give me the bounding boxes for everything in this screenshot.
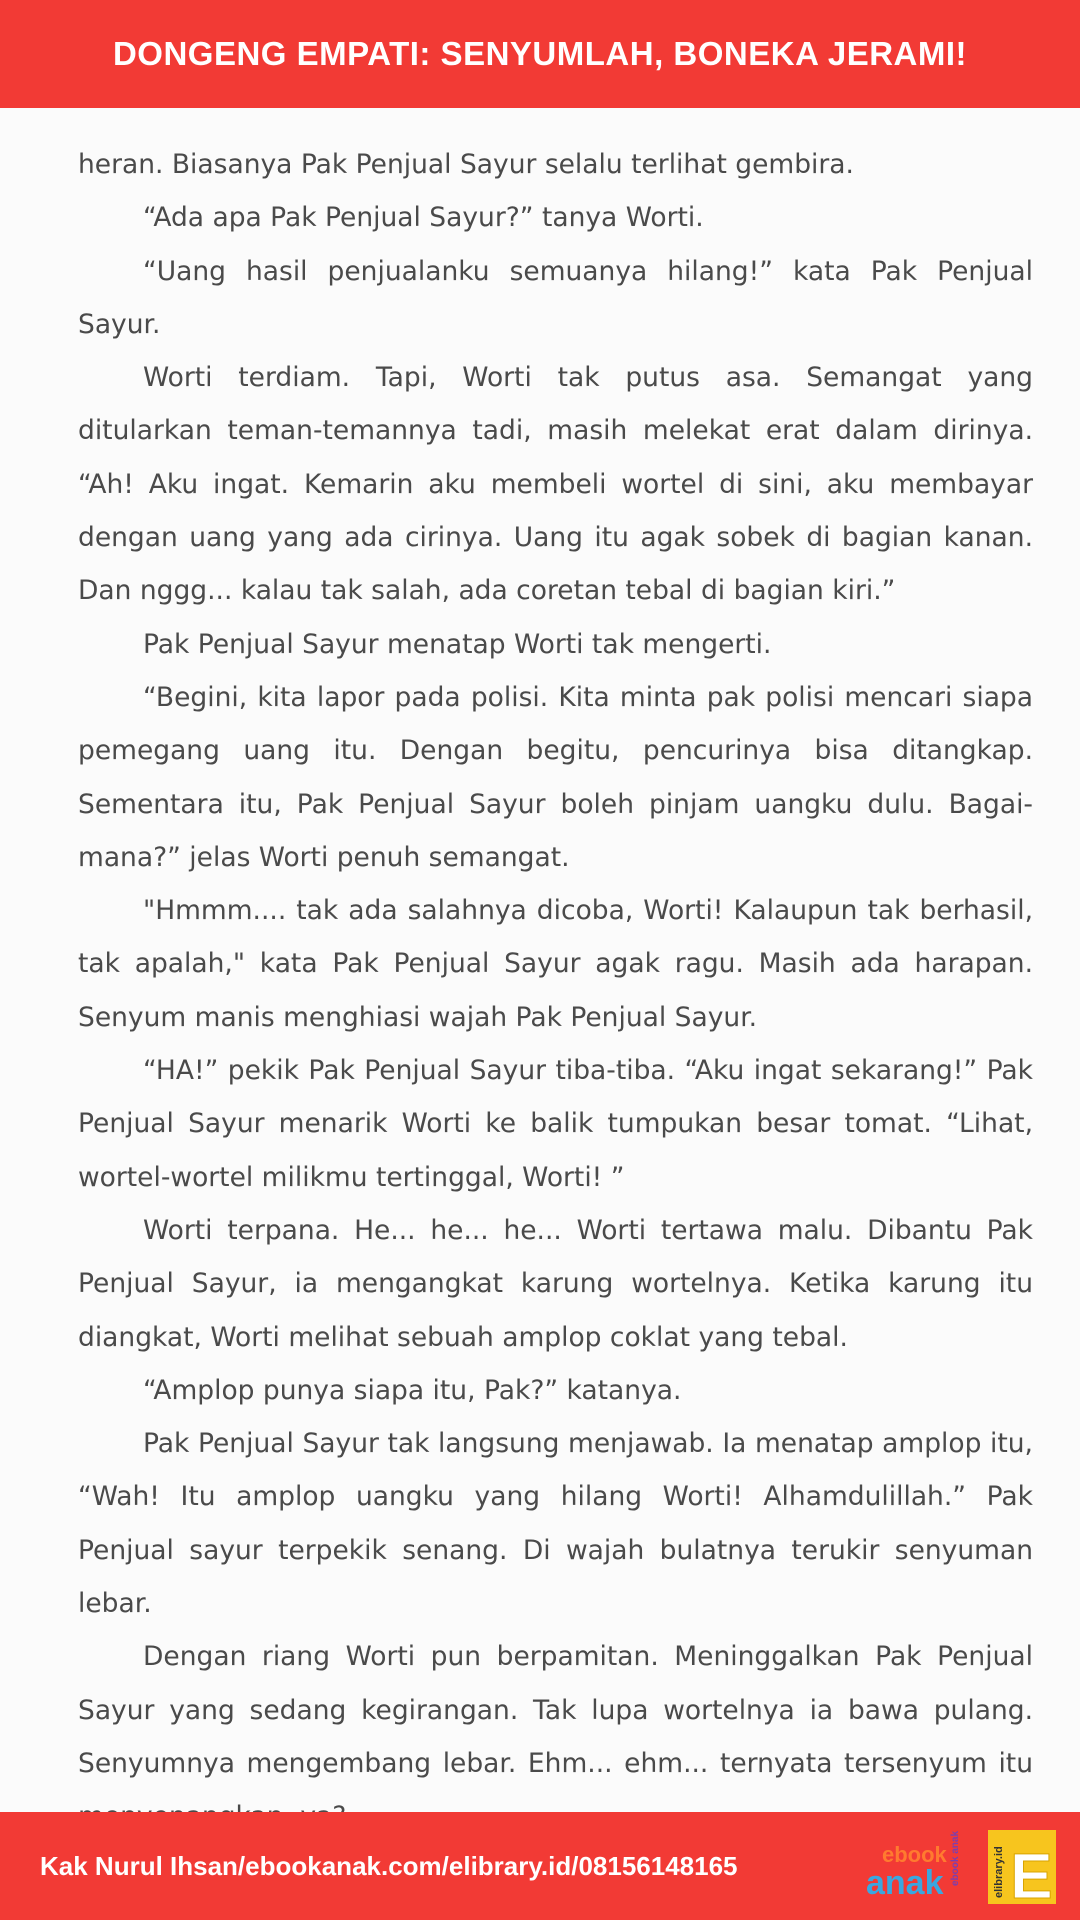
- story-paragraph: Worti terdiam. Tapi, Worti tak putus asa. Semangat yang ditularkan teman-temannya tadi, masih melekat erat dalam dirinya. “Ah! Aku ingat. Kemarin aku membeli wortel di sini, aku membayar dengan uang yang ada cirinya. Uang itu agak sobek di bagian kanan. Dan nggg... kalau tak salah, ada coretan tebal di bagian kiri.”: [78, 362, 1033, 607]
- story-paragraph: heran. Biasanya Pak Penjual Sayur selalu terlihat gembira.: [78, 149, 854, 180]
- footer-credit: Kak Nurul Ihsan/ebookanak.com/elibrary.id/08156148165: [40, 1850, 738, 1881]
- page-title: DONGENG EMPATI: SENYUMLAH, BONEKA JERAMI!: [112, 35, 968, 72]
- story-paragraph: Pak Penjual Sayur menatap Worti tak mengerti.: [143, 628, 772, 660]
- logo-anak-text: anak: [866, 1864, 944, 1902]
- story-paragraph: Worti terpana. He... he... he... Worti tertawa malu. Dibantu Pak Penjual Sayur, ia mengangkat karung wortelnya. Ketika karung itu diangkat, Worti melihat sebuah amplop coklat yang tebal.: [78, 1214, 1033, 1353]
- story-paragraph: “Ada apa Pak Penjual Sayur?” tanya Worti.: [143, 202, 704, 234]
- story-paragraph: “Begini, kita lapor pada polisi. Kita minta pak polisi mencari siapa pemegang uang itu. Dengan begitu, pencurinya bisa ditangkap. Sementara itu, Pak Penjual Sayur boleh pinjam uangku dulu. Bagai-mana?” jelas Worti penuh semangat.: [78, 681, 1033, 873]
- header-banner: [0, 0, 1080, 108]
- story-paragraph: “HA!” pekik Pak Penjual Sayur tiba-tiba. “Aku ingat sekarang!” Pak Penjual Sayur menarik Worti ke balik tumpukan besar tomat. “Lihat, wortel-wortel milikmu tertinggal, Worti! ”: [78, 1055, 1033, 1193]
- story-paragraph: Dengan riang Worti pun berpamitan. Meninggalkan Pak Penjual Sayur yang sedang kegirangan. Tak lupa wortelnya ia bawa pulang. Senyumnya mengembang lebar. Ehm... ehm... ternyata tersenyum itu: [78, 1641, 1033, 1779]
- ebookanak-logo: [860, 1824, 1060, 1910]
- logo-small-text: ebook anak: [950, 1830, 961, 1886]
- story-text: [78, 138, 1033, 1844]
- story-paragraph: “Amplop punya siapa itu, Pak?” katanya.: [143, 1374, 682, 1406]
- logo-ebook-text: ebook: [882, 1842, 947, 1867]
- logo-elibrary-text: elibrary.id: [993, 1846, 1005, 1898]
- story-paragraph: "Hmmm.... tak ada salahnya dicoba, Worti! Kalaupun tak berhasil, tak apalah," kata Pak Penjual Sayur agak ragu. Masih ada harapan. Senyum manis menghiasi wajah Pak Penjual Sayur.: [78, 895, 1033, 1033]
- story-paragraph: Pak Penjual Sayur tak langsung menjawab. Ia menatap amplop itu, “Wah! Itu amplop uangku yang hilang Worti! Alhamdulillah.” Pak Penjual sayur terpekik senang. Di wajah bulatnya terukir senyuman lebar.: [78, 1428, 1033, 1620]
- book-page: [0, 108, 1080, 1812]
- footer-banner: [0, 1812, 1080, 1920]
- logo-e-letter: E: [1010, 1840, 1053, 1910]
- story-paragraph: “Uang hasil penjualanku semuanya hilang!” kata Pak Penjual Sayur.: [78, 255, 1033, 340]
